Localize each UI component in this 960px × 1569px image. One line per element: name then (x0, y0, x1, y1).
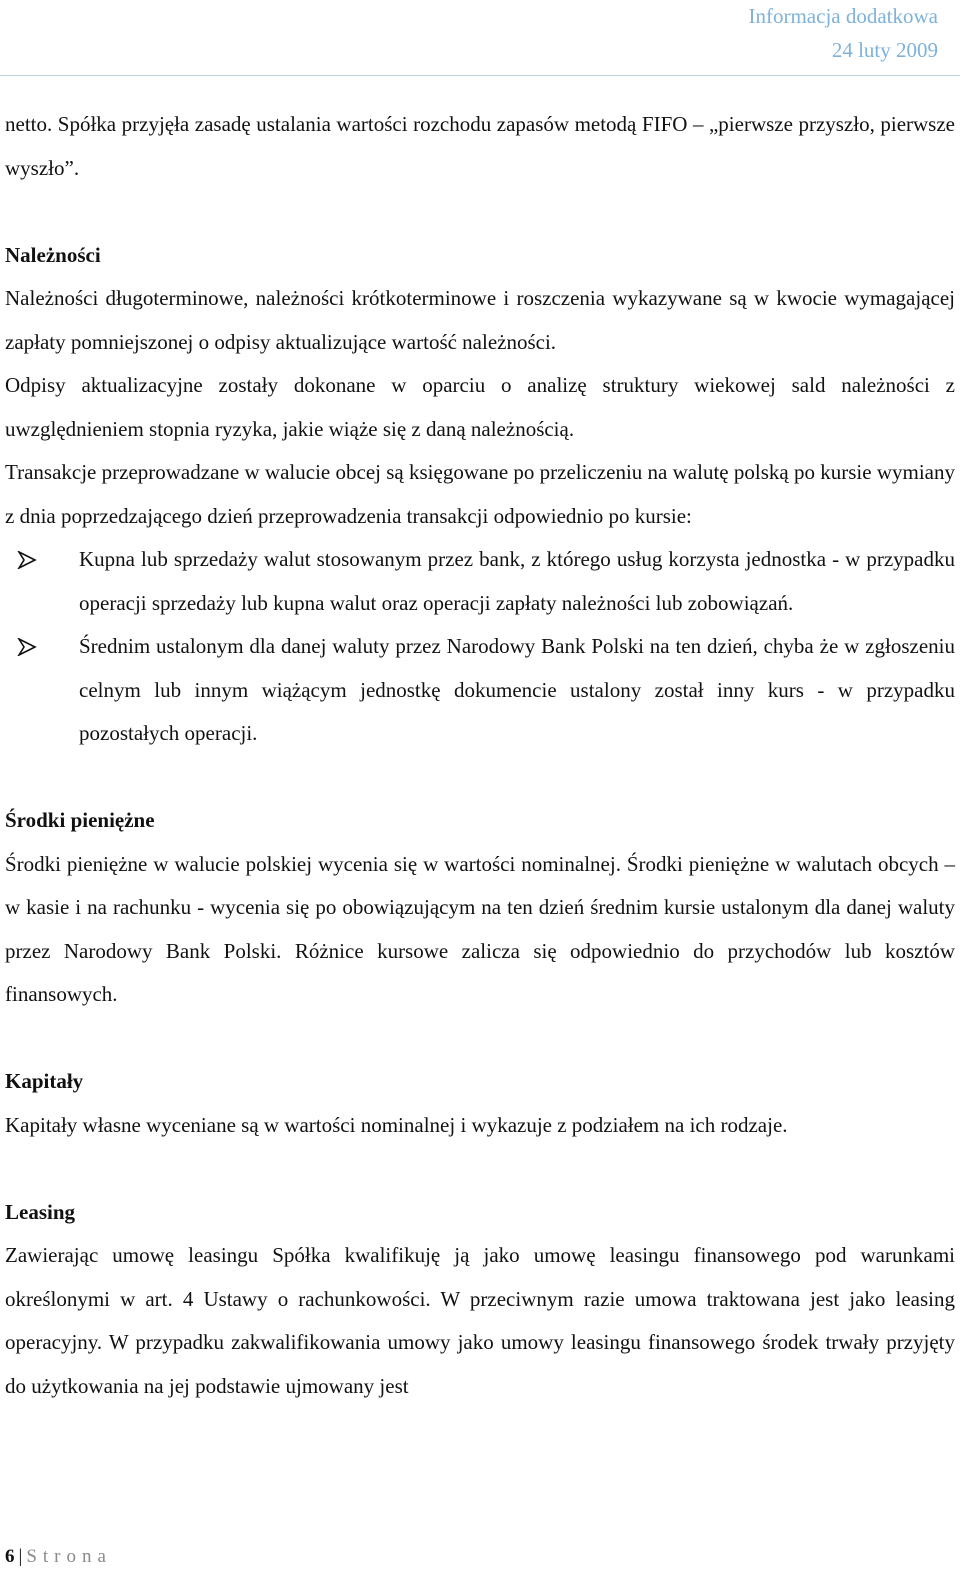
list-item-text: Kupna lub sprzedaży walut stosowanym przez bank, z którego usług korzysta jednostka - w przypadku operacji sprzedaży lub kupna walut oraz operacji zapłaty należności lub zobowiązań. (79, 547, 955, 615)
intro-paragraph: netto. Spółka przyjęła zasadę ustalania wartości rozchodu zapasów metodą FIFO – „pierwsze przyszło, pierwsze wyszło”. (5, 112, 955, 180)
header-date: 24 luty 2009 (831, 38, 938, 62)
header-title: Informacja dodatkowa (748, 4, 938, 28)
section-heading-equity: Kapitały (5, 1069, 84, 1093)
receivables-paragraph-2: Odpisy aktualizacyjne zostały dokonane w oparciu o analizę struktury wiekowej sald należności z uwzględnieniem stopnia ryzyka, jakie wiąże się z daną należnością. (5, 373, 955, 441)
section-heading-cash: Środki pieniężne (5, 808, 155, 832)
header-divider (0, 75, 960, 76)
leasing-paragraph: Zawierając umowę leasingu Spółka kwalifikuję ją jako umowę leasingu finansowego pod warunkami określonymi w art. 4 Ustawy o rachunkowości. W przeciwnym razie umowa traktowana jest jako leasing operacyjny. W przypadku zakwalifikowania umowy jako umowy leasingu finansowego środek trwały przyjęty do użytkowania na jej podstawie ujmowany jest (5, 1243, 955, 1398)
exchange-rate-list (5, 538, 955, 756)
list-item-text: Średnim ustalonym dla danej waluty przez Narodowy Bank Polski na ten dzień, chyba że w zgłoszeniu celnym lub innym wiążącym jednostkę dokumencie ustalony został inny kurs - w przypadku pozostałych operacji. (79, 634, 955, 745)
page-number: 6 (5, 1546, 15, 1567)
section-heading-receivables: Należności (5, 242, 101, 267)
arrow-bullet-icon (17, 551, 37, 569)
page-label: Strona (26, 1546, 112, 1567)
receivables-paragraph-1: Należności długoterminowe, należności krótkoterminowe i roszczenia wykazywane są w kwocie wymagającej zapłaty pomniejszonej o odpisy aktualizujące wartość należności. (5, 286, 955, 354)
arrow-bullet-icon (17, 638, 37, 656)
page-footer (5, 1545, 112, 1569)
cash-paragraph: Środki pieniężne w walucie polskiej wycenia się w wartości nominalnej. Środki pieniężne w walutach obcych – w kasie i na rachunku - wycenia się po obowiązującym na ten dzień średnim kursie ustalonym dla danej waluty przez Narodowy Bank Polski. Różnice kursowe zalicza się odpowiednio do przychodów lub kosztów finansowych. (5, 851, 955, 1006)
list-item (5, 538, 955, 625)
equity-paragraph: Kapitały własne wyceniane są w wartości nominalnej i wykazuje z podziałem na ich rodzaje. (5, 1112, 788, 1137)
footer-separator: | (18, 1546, 23, 1567)
list-item (5, 625, 955, 756)
receivables-paragraph-3: Transakcje przeprowadzane w walucie obcej są księgowane po przeliczeniu na walutę polską po kursie wymiany z dnia poprzedzającego dzień przeprowadzenia transakcji odpowiednio po kursie: (5, 460, 955, 528)
section-heading-leasing: Leasing (5, 1199, 76, 1224)
document-body (5, 103, 955, 1408)
